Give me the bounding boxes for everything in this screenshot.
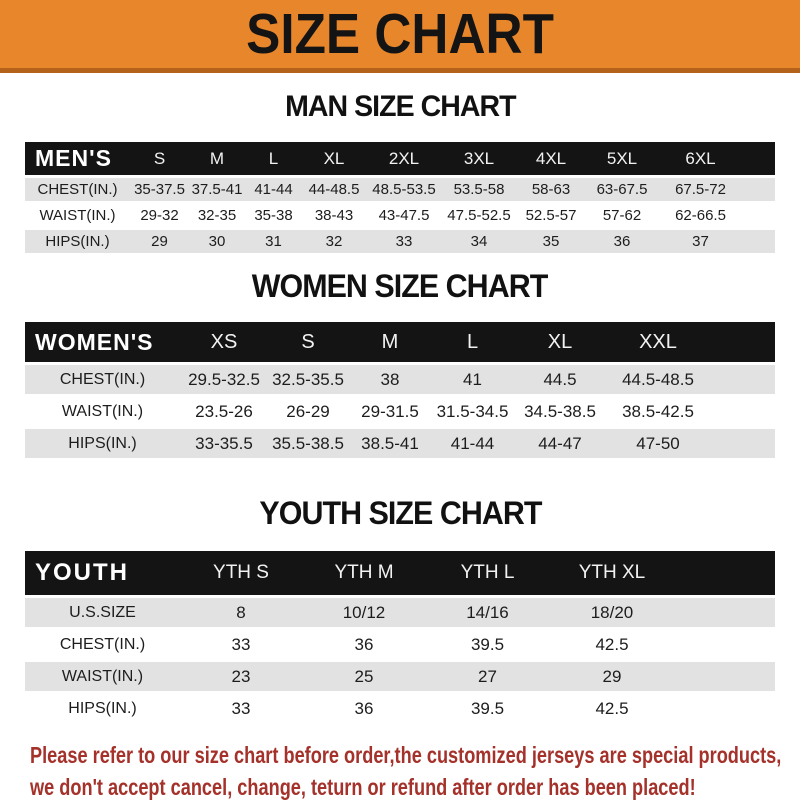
value-cell: 18/20 <box>590 602 634 622</box>
value-cell: 29-32 <box>140 207 179 224</box>
row-label-cell: WAIST(IN.) <box>39 207 116 224</box>
table-title-cell: MEN'S <box>35 145 112 171</box>
value-cell: 31 <box>265 233 282 250</box>
row-label-cell: CHEST(IN.) <box>59 370 146 388</box>
column-header-cell: YTH XL <box>578 562 646 583</box>
value-cell: 38 <box>380 369 400 389</box>
youth-section-heading <box>0 458 800 551</box>
youth-section-heading-text: YOUTH SIZE CHART <box>258 495 542 531</box>
value-cell: 57-62 <box>602 207 642 224</box>
table-row <box>25 662 775 691</box>
table-row <box>25 598 775 627</box>
table-header-row <box>25 322 775 362</box>
value-cell: 62-66.5 <box>675 207 726 224</box>
column-header-cell: M <box>209 148 225 168</box>
value-cell: 38.5-41 <box>361 433 419 453</box>
disclaimer-line-1: Please refer to our size chart before order,the customized jerseys are special products, <box>30 742 782 768</box>
women-size-table <box>25 322 775 458</box>
value-cell: 26-29 <box>286 401 330 421</box>
row-label-cell: WAIST(IN.) <box>61 402 144 420</box>
value-cell: 32-35 <box>197 207 237 224</box>
disclaimer-line-2: we don't accept cancel, change, teturn or refund after order has been placed! <box>30 774 696 800</box>
value-cell: 44-47 <box>538 433 582 453</box>
value-cell: 52.5-57 <box>525 207 577 224</box>
men-size-table <box>25 142 775 253</box>
row-label-cell: CHEST(IN.) <box>59 635 146 653</box>
value-cell: 8 <box>236 602 246 622</box>
value-cell: 38.5-42.5 <box>622 401 694 421</box>
column-header-cell: L <box>268 148 279 168</box>
column-header-cell: 2XL <box>388 148 420 168</box>
value-cell: 29 <box>602 666 622 686</box>
value-cell: 27 <box>478 666 497 686</box>
value-cell: 37.5-41 <box>191 181 243 198</box>
column-header-cell: YTH L <box>460 562 515 583</box>
value-cell: 58-63 <box>531 181 571 198</box>
value-cell: 32 <box>325 233 343 250</box>
row-label-cell: HIPS(IN.) <box>68 434 137 452</box>
men-section-heading-text: MAN SIZE CHART <box>284 90 516 123</box>
column-header-cell: XL <box>547 330 573 353</box>
value-cell: 41-44 <box>450 433 495 453</box>
column-header-cell: 3XL <box>463 148 495 168</box>
row-label-cell: CHEST(IN.) <box>37 181 118 198</box>
value-cell: 31.5-34.5 <box>436 401 509 421</box>
column-header-cell: S <box>153 148 166 168</box>
table-row <box>25 365 775 394</box>
value-cell: 23 <box>231 666 251 686</box>
value-cell: 44.5-48.5 <box>622 369 694 389</box>
row-label-cell: HIPS(IN.) <box>45 233 110 250</box>
value-cell: 38-43 <box>314 207 354 224</box>
value-cell: 63-67.5 <box>596 181 648 198</box>
value-cell: 32.5-35.5 <box>272 369 344 389</box>
value-cell: 14/16 <box>466 602 509 622</box>
value-cell: 41 <box>463 369 482 389</box>
column-header-cell: 4XL <box>535 148 567 168</box>
value-cell: 48.5-53.5 <box>372 181 436 198</box>
value-cell: 47.5-52.5 <box>447 207 511 224</box>
row-label-cell: WAIST(IN.) <box>61 667 144 685</box>
value-cell: 39.5 <box>470 698 505 718</box>
value-cell: 23.5-26 <box>195 401 253 421</box>
value-cell: 42.5 <box>595 698 629 718</box>
table-row <box>25 230 775 253</box>
table-row <box>25 397 775 426</box>
table-row <box>25 178 775 201</box>
men-section-heading <box>0 73 800 142</box>
value-cell: 29 <box>151 233 168 250</box>
youth-size-table <box>25 551 775 723</box>
column-header-cell: XS <box>210 330 238 353</box>
value-cell: 33 <box>395 233 413 250</box>
value-cell: 33 <box>231 634 251 654</box>
table-row <box>25 429 775 458</box>
value-cell: 67.5-72 <box>675 181 726 198</box>
size-chart-banner <box>0 0 800 73</box>
value-cell: 30 <box>208 233 226 250</box>
value-cell: 36 <box>354 698 374 718</box>
row-label-cell: HIPS(IN.) <box>68 699 137 717</box>
disclaimer-text <box>30 739 782 803</box>
table-row <box>25 204 775 227</box>
value-cell: 29.5-32.5 <box>188 369 260 389</box>
value-cell: 42.5 <box>595 634 629 654</box>
value-cell: 41-44 <box>254 181 293 198</box>
column-header-cell: M <box>381 330 399 353</box>
column-header-cell: L <box>466 330 479 353</box>
value-cell: 44.5 <box>543 369 577 389</box>
table-title-cell: WOMEN'S <box>35 328 154 355</box>
column-header-cell: YTH S <box>213 562 269 583</box>
value-cell: 44-48.5 <box>308 181 360 198</box>
value-cell: 43-47.5 <box>378 207 430 224</box>
column-header-cell: S <box>301 330 315 353</box>
value-cell: 36 <box>613 233 631 250</box>
table-title-cell: YOUTH <box>35 559 129 586</box>
row-label-cell: U.S.SIZE <box>69 603 136 621</box>
value-cell: 35.5-38.5 <box>272 433 344 453</box>
value-cell: 33 <box>231 698 251 718</box>
column-header-cell: 6XL <box>685 148 716 168</box>
value-cell: 34 <box>470 233 488 250</box>
value-cell: 36 <box>354 634 374 654</box>
value-cell: 39.5 <box>470 634 505 654</box>
value-cell: 10/12 <box>342 602 386 622</box>
table-row <box>25 694 775 723</box>
column-header-cell: XL <box>323 148 345 168</box>
value-cell: 29-31.5 <box>361 401 419 421</box>
value-cell: 47-50 <box>636 433 680 453</box>
column-header-cell: YTH M <box>334 562 394 583</box>
women-section-heading <box>0 253 800 322</box>
value-cell: 37 <box>692 233 709 250</box>
value-cell: 33-35.5 <box>195 433 253 453</box>
value-cell: 34.5-38.5 <box>524 401 596 421</box>
table-header-row <box>25 551 775 595</box>
value-cell: 35 <box>542 233 560 250</box>
banner-title: SIZE CHART <box>246 1 554 66</box>
value-cell: 35-38 <box>254 207 293 224</box>
value-cell: 25 <box>354 666 374 686</box>
value-cell: 35-37.5 <box>134 181 185 198</box>
women-section-heading-text: WOMEN SIZE CHART <box>252 268 548 304</box>
table-header-row <box>25 142 775 175</box>
value-cell: 53.5-58 <box>453 181 505 198</box>
table-row <box>25 630 775 659</box>
column-header-cell: 5XL <box>606 148 638 168</box>
column-header-cell: XXL <box>639 330 677 353</box>
